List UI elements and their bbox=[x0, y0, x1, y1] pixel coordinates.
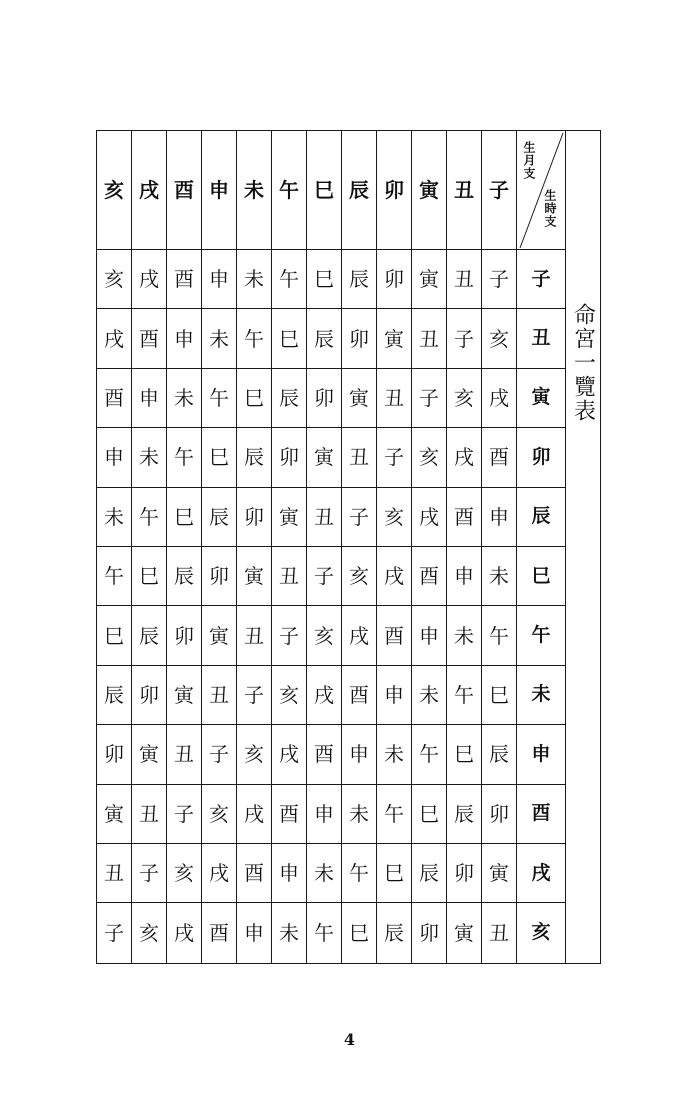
table-cell: 酉 bbox=[272, 785, 307, 844]
table-cell: 巳 bbox=[342, 903, 377, 962]
column-header: 丑 bbox=[447, 131, 482, 250]
table-cell: 巳 bbox=[412, 785, 447, 844]
column-header: 酉 bbox=[167, 131, 202, 250]
table-cell: 卯 bbox=[412, 903, 447, 962]
table-cell: 午 bbox=[167, 428, 202, 487]
table-cell: 午 bbox=[97, 547, 132, 606]
table-cell: 卯 bbox=[97, 725, 132, 784]
table-cell: 寅 bbox=[167, 666, 202, 725]
table-cell: 寅 bbox=[482, 844, 517, 903]
row-header: 申 bbox=[517, 725, 566, 784]
table-cell: 戌 bbox=[447, 428, 482, 487]
table-cell: 未 bbox=[447, 606, 482, 665]
table-cell: 卯 bbox=[482, 785, 517, 844]
row-header: 酉 bbox=[517, 785, 566, 844]
table-cell: 巳 bbox=[167, 488, 202, 547]
column-header: 午 bbox=[272, 131, 307, 250]
table-title bbox=[566, 131, 600, 963]
table-cell: 戌 bbox=[307, 666, 342, 725]
table-cell: 午 bbox=[307, 903, 342, 962]
table-cell: 戌 bbox=[377, 547, 412, 606]
table-cell: 亥 bbox=[342, 547, 377, 606]
table-cell: 巳 bbox=[97, 606, 132, 665]
table-cell: 未 bbox=[307, 844, 342, 903]
table-cell: 申 bbox=[237, 903, 272, 962]
table-cell: 亥 bbox=[482, 309, 517, 368]
table-cell: 寅 bbox=[132, 725, 167, 784]
table-cell: 子 bbox=[482, 250, 517, 309]
table-cell: 辰 bbox=[132, 606, 167, 665]
table-cell: 卯 bbox=[447, 844, 482, 903]
table-cell: 巳 bbox=[482, 666, 517, 725]
table-cell: 丑 bbox=[307, 488, 342, 547]
corner-label-month: 生月支 bbox=[522, 141, 536, 180]
table-cell: 辰 bbox=[97, 666, 132, 725]
row-header: 戌 bbox=[517, 844, 566, 903]
table-cell: 申 bbox=[377, 666, 412, 725]
table-cell: 亥 bbox=[202, 785, 237, 844]
table-cell: 辰 bbox=[202, 488, 237, 547]
table-cell: 丑 bbox=[237, 606, 272, 665]
table-cell: 未 bbox=[412, 666, 447, 725]
table-cell: 申 bbox=[447, 547, 482, 606]
column-header: 申 bbox=[202, 131, 237, 250]
column-header: 寅 bbox=[412, 131, 447, 250]
table-cell: 子 bbox=[202, 725, 237, 784]
table-cell: 申 bbox=[167, 309, 202, 368]
table-cell: 寅 bbox=[412, 250, 447, 309]
corner-header bbox=[517, 131, 566, 250]
table-cell: 酉 bbox=[377, 606, 412, 665]
table-cell: 酉 bbox=[447, 488, 482, 547]
table-cell: 酉 bbox=[167, 250, 202, 309]
row-header: 丑 bbox=[517, 309, 566, 368]
table-cell: 亥 bbox=[97, 250, 132, 309]
table-cell: 戌 bbox=[412, 488, 447, 547]
table-cell: 辰 bbox=[167, 547, 202, 606]
table-cell: 子 bbox=[307, 547, 342, 606]
table-cell: 子 bbox=[272, 606, 307, 665]
table-cell: 申 bbox=[482, 488, 517, 547]
column-header: 亥 bbox=[97, 131, 132, 250]
row-header: 巳 bbox=[517, 547, 566, 606]
table-cell: 亥 bbox=[272, 666, 307, 725]
table-cell: 午 bbox=[202, 369, 237, 428]
table-cell: 巳 bbox=[272, 309, 307, 368]
table-cell: 巳 bbox=[307, 250, 342, 309]
table-cell: 酉 bbox=[342, 666, 377, 725]
table-cell: 巳 bbox=[237, 369, 272, 428]
table-cell: 卯 bbox=[342, 309, 377, 368]
table-cell: 寅 bbox=[307, 428, 342, 487]
table-cell: 酉 bbox=[307, 725, 342, 784]
table-cell: 午 bbox=[132, 488, 167, 547]
corner-label-hour: 生時支 bbox=[543, 189, 557, 228]
table-cell: 午 bbox=[342, 844, 377, 903]
table-cell: 子 bbox=[167, 785, 202, 844]
row-header: 寅 bbox=[517, 369, 566, 428]
table-cell: 午 bbox=[482, 606, 517, 665]
table-cell: 寅 bbox=[342, 369, 377, 428]
column-header: 未 bbox=[237, 131, 272, 250]
table-cell: 戌 bbox=[342, 606, 377, 665]
table-cell: 卯 bbox=[237, 488, 272, 547]
column-header: 子 bbox=[482, 131, 517, 250]
table-cell: 辰 bbox=[237, 428, 272, 487]
table-cell: 丑 bbox=[132, 785, 167, 844]
table-cell: 子 bbox=[412, 369, 447, 428]
table-cell: 巳 bbox=[377, 844, 412, 903]
table-cell: 寅 bbox=[202, 606, 237, 665]
table-cell: 寅 bbox=[377, 309, 412, 368]
row-header: 卯 bbox=[517, 428, 566, 487]
table-cell: 子 bbox=[447, 309, 482, 368]
table-cell: 辰 bbox=[307, 309, 342, 368]
table-cell: 未 bbox=[167, 369, 202, 428]
table-cell: 申 bbox=[202, 250, 237, 309]
table-cell: 寅 bbox=[237, 547, 272, 606]
column-header: 辰 bbox=[342, 131, 377, 250]
table-cell: 寅 bbox=[447, 903, 482, 962]
table-cell: 寅 bbox=[272, 488, 307, 547]
table-cell: 申 bbox=[97, 428, 132, 487]
column-header: 卯 bbox=[377, 131, 412, 250]
table-cell: 卯 bbox=[272, 428, 307, 487]
row-header: 未 bbox=[517, 666, 566, 725]
table-cell: 辰 bbox=[412, 844, 447, 903]
table-cell: 丑 bbox=[412, 309, 447, 368]
table-cell: 子 bbox=[377, 428, 412, 487]
life-palace-table bbox=[97, 131, 566, 963]
table-cell: 辰 bbox=[377, 903, 412, 962]
column-header: 巳 bbox=[307, 131, 342, 250]
table-cell: 戌 bbox=[202, 844, 237, 903]
table-cell: 巳 bbox=[202, 428, 237, 487]
table-cell: 寅 bbox=[97, 785, 132, 844]
table-cell: 卯 bbox=[202, 547, 237, 606]
table-cell: 卯 bbox=[167, 606, 202, 665]
table-cell: 酉 bbox=[237, 844, 272, 903]
table-cell: 未 bbox=[342, 785, 377, 844]
table-cell: 卯 bbox=[132, 666, 167, 725]
table-cell: 辰 bbox=[447, 785, 482, 844]
table-cell: 亥 bbox=[167, 844, 202, 903]
table-cell: 戌 bbox=[167, 903, 202, 962]
table-cell: 子 bbox=[237, 666, 272, 725]
table-cell: 未 bbox=[97, 488, 132, 547]
table-cell: 卯 bbox=[307, 369, 342, 428]
table-cell: 未 bbox=[272, 903, 307, 962]
table-cell: 亥 bbox=[377, 488, 412, 547]
table-cell: 酉 bbox=[97, 369, 132, 428]
table-cell: 戌 bbox=[272, 725, 307, 784]
table-cell: 丑 bbox=[97, 844, 132, 903]
table-cell: 未 bbox=[202, 309, 237, 368]
table-cell: 午 bbox=[412, 725, 447, 784]
page-number: 4 bbox=[343, 1030, 356, 1049]
table-cell: 巳 bbox=[447, 725, 482, 784]
row-header: 子 bbox=[517, 250, 566, 309]
table-cell: 子 bbox=[97, 903, 132, 962]
table-cell: 酉 bbox=[132, 309, 167, 368]
table-cell: 丑 bbox=[272, 547, 307, 606]
table-cell: 申 bbox=[342, 725, 377, 784]
table-cell: 丑 bbox=[377, 369, 412, 428]
table-cell: 辰 bbox=[272, 369, 307, 428]
row-header: 辰 bbox=[517, 488, 566, 547]
table-cell: 辰 bbox=[482, 725, 517, 784]
table-cell: 午 bbox=[237, 309, 272, 368]
table-cell: 戌 bbox=[482, 369, 517, 428]
table-cell: 戌 bbox=[237, 785, 272, 844]
table-cell: 亥 bbox=[412, 428, 447, 487]
table-cell: 巳 bbox=[132, 547, 167, 606]
table-cell: 申 bbox=[132, 369, 167, 428]
table-cell: 午 bbox=[447, 666, 482, 725]
table-cell: 午 bbox=[272, 250, 307, 309]
table-cell: 戌 bbox=[132, 250, 167, 309]
table-cell: 申 bbox=[307, 785, 342, 844]
table-cell: 未 bbox=[482, 547, 517, 606]
title-text: 命宮一覽表 bbox=[570, 303, 596, 423]
row-header: 亥 bbox=[517, 903, 566, 962]
table-cell: 申 bbox=[272, 844, 307, 903]
table-cell: 丑 bbox=[447, 250, 482, 309]
table-cell: 未 bbox=[377, 725, 412, 784]
table-cell: 子 bbox=[132, 844, 167, 903]
column-header: 戌 bbox=[132, 131, 167, 250]
table-cell: 辰 bbox=[342, 250, 377, 309]
table-cell: 丑 bbox=[202, 666, 237, 725]
table-cell: 戌 bbox=[97, 309, 132, 368]
table-cell: 子 bbox=[342, 488, 377, 547]
table-cell: 亥 bbox=[132, 903, 167, 962]
table-cell: 卯 bbox=[377, 250, 412, 309]
table-cell: 酉 bbox=[412, 547, 447, 606]
table-cell: 亥 bbox=[447, 369, 482, 428]
table-cell: 酉 bbox=[202, 903, 237, 962]
row-header: 午 bbox=[517, 606, 566, 665]
table-cell: 丑 bbox=[342, 428, 377, 487]
table-cell: 丑 bbox=[167, 725, 202, 784]
table-cell: 亥 bbox=[237, 725, 272, 784]
table-cell: 亥 bbox=[307, 606, 342, 665]
table-cell: 申 bbox=[412, 606, 447, 665]
table-cell: 未 bbox=[132, 428, 167, 487]
table-cell: 丑 bbox=[482, 903, 517, 962]
table-frame bbox=[96, 130, 601, 964]
table-cell: 午 bbox=[377, 785, 412, 844]
table-cell: 酉 bbox=[482, 428, 517, 487]
table-cell: 未 bbox=[237, 250, 272, 309]
